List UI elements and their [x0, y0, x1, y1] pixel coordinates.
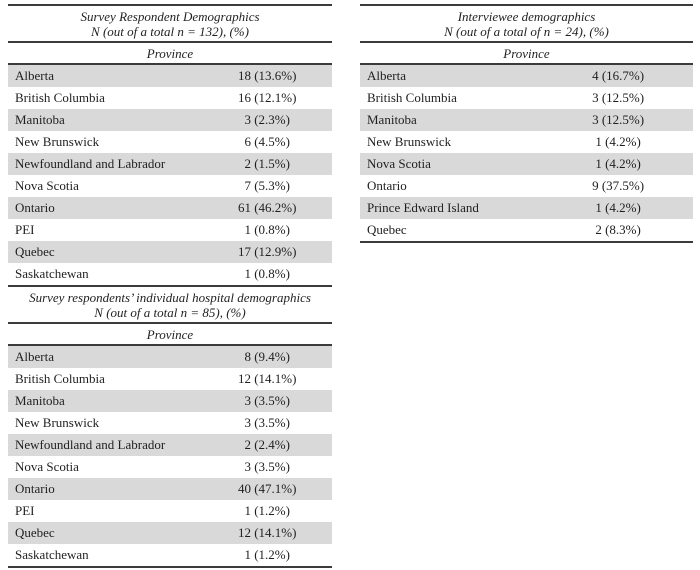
column-header-province: Province [8, 43, 332, 65]
table-row [360, 153, 693, 175]
count-cell: 18 (13.6%) [237, 68, 297, 83]
province-cell: Quebec [367, 222, 407, 237]
province-cell: Manitoba [367, 112, 417, 127]
count-cell: 40 (47.1%) [237, 481, 297, 496]
count-cell: 1 (0.8%) [244, 266, 290, 281]
province-cell: Alberta [15, 68, 54, 83]
province-cell: PEI [15, 503, 35, 518]
table-row [8, 219, 332, 241]
count-cell: 12 (14.1%) [237, 525, 297, 540]
right-column [360, 4, 693, 243]
count-cell: 2 (2.4%) [244, 437, 290, 452]
province-cell: New Brunswick [367, 134, 452, 149]
province-cell: New Brunswick [15, 415, 100, 430]
province-cell: Nova Scotia [15, 459, 79, 474]
province-cell: Nova Scotia [15, 178, 79, 193]
province-cell: Manitoba [15, 393, 65, 408]
province-cell: Newfoundland and Labrador [15, 437, 166, 452]
table-body [8, 65, 332, 285]
count-cell: 8 (9.4%) [244, 349, 290, 364]
table-row [360, 87, 693, 109]
table-row [8, 456, 332, 478]
table-row [360, 109, 693, 131]
table-title [360, 4, 693, 43]
count-cell: 3 (3.5%) [244, 393, 290, 408]
table-row [8, 109, 332, 131]
count-cell: 1 (1.2%) [244, 503, 290, 518]
province-cell: Ontario [367, 178, 407, 193]
table-row [8, 346, 332, 368]
table-row [8, 175, 332, 197]
table-row [8, 544, 332, 566]
left-column [8, 4, 332, 568]
province-cell: Nova Scotia [367, 156, 431, 171]
table-row [8, 197, 332, 219]
table-title-line2: N (out of a total n = 132), (%) [91, 24, 249, 39]
count-cell: 61 (46.2%) [237, 200, 297, 215]
count-cell: 4 (16.7%) [592, 68, 645, 83]
province-cell: Saskatchewan [15, 547, 89, 562]
count-cell: 1 (4.2%) [595, 156, 641, 171]
table-row [8, 131, 332, 153]
count-cell: 3 (2.3%) [244, 112, 290, 127]
table-row [8, 390, 332, 412]
table-title [8, 285, 332, 324]
table-row [360, 219, 693, 241]
count-cell: 17 (12.9%) [237, 244, 297, 259]
province-cell: Alberta [15, 349, 54, 364]
table-row [8, 153, 332, 175]
count-cell: 3 (3.5%) [244, 459, 290, 474]
table-body [360, 65, 693, 243]
province-cell: New Brunswick [15, 134, 100, 149]
count-cell: 12 (14.1%) [237, 371, 297, 386]
count-cell: 1 (1.2%) [244, 547, 290, 562]
table-row [8, 368, 332, 390]
table-title-line2: N (out of a total n = 85), (%) [94, 305, 246, 320]
province-cell: Quebec [15, 244, 55, 259]
count-cell: 1 (4.2%) [595, 200, 641, 215]
column-header-province: Province [360, 43, 693, 65]
table-title-line1: Survey respondents’ individual hospital demographics [29, 290, 311, 305]
count-cell: 1 (4.2%) [595, 134, 641, 149]
count-cell: 2 (8.3%) [595, 222, 641, 237]
province-cell: Ontario [15, 481, 55, 496]
table-row [8, 263, 332, 285]
table-row [360, 197, 693, 219]
province-cell: British Columbia [367, 90, 457, 105]
table-row [360, 175, 693, 197]
table-row [360, 131, 693, 153]
table-row [8, 434, 332, 456]
table-row [8, 412, 332, 434]
province-cell: Ontario [15, 200, 55, 215]
province-cell: Saskatchewan [15, 266, 89, 281]
province-cell: PEI [15, 222, 35, 237]
column-header-province: Province [8, 324, 332, 346]
count-cell: 2 (1.5%) [244, 156, 290, 171]
table-interviewee-demographics [360, 4, 693, 243]
province-cell: British Columbia [15, 90, 105, 105]
table-row [8, 241, 332, 263]
province-cell: Prince Edward Island [367, 200, 479, 215]
count-cell: 7 (5.3%) [244, 178, 290, 193]
table-row [8, 65, 332, 87]
count-cell: 3 (12.5%) [592, 90, 645, 105]
province-cell: Newfoundland and Labrador [15, 156, 166, 171]
table-row [8, 478, 332, 500]
table-body [8, 346, 332, 568]
count-cell: 3 (3.5%) [244, 415, 290, 430]
province-cell: Manitoba [15, 112, 65, 127]
table-row [8, 522, 332, 544]
table-title-line2: N (out of a total of n = 24), (%) [444, 24, 609, 39]
table-row [360, 65, 693, 87]
province-cell: British Columbia [15, 371, 105, 386]
table-title [8, 4, 332, 43]
table-title-line1: Survey Respondent Demographics [80, 9, 260, 24]
table-survey-respondents-hospital-demographics [8, 285, 332, 568]
count-cell: 1 (0.8%) [244, 222, 290, 237]
count-cell: 16 (12.1%) [237, 90, 297, 105]
table-survey-respondent-demographics [8, 4, 332, 285]
count-cell: 6 (4.5%) [244, 134, 290, 149]
table-title-line1: Interviewee demographics [457, 9, 596, 24]
table-row [8, 500, 332, 522]
count-cell: 9 (37.5%) [592, 178, 645, 193]
province-cell: Quebec [15, 525, 55, 540]
table-row [8, 87, 332, 109]
count-cell: 3 (12.5%) [592, 112, 645, 127]
province-cell: Alberta [367, 68, 406, 83]
